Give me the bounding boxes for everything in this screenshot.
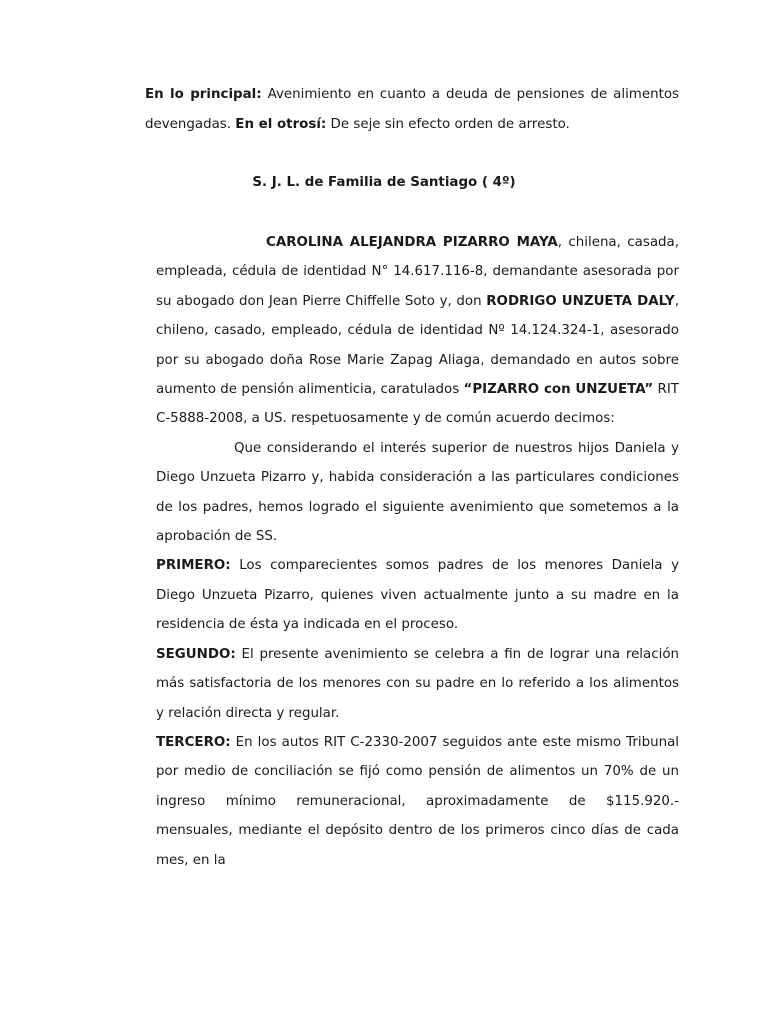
intro-text-1: , chilena, casada, empleada, cédula de identidad N° 14.617.116-8, demandante asesorada por su abogado don Jean Pierre Chiffelle Soto y, don <box>156 235 679 309</box>
clause-tercero <box>156 728 679 875</box>
otrosi-text: De seje sin efecto orden de arresto. <box>326 117 570 132</box>
clause-text: El presente avenimiento se celebra a fin de lograr una relación más satisfactoria de los menores con su padre en lo referido a los alimentos y relación directa y regular. <box>156 646 679 721</box>
clause-label: TERCERO: <box>156 734 231 750</box>
principal-label: En lo principal: <box>145 87 262 102</box>
clause-label: PRIMERO: <box>156 558 231 574</box>
clause-text: En los autos RIT C-2330-2007 seguidos ante este mismo Tribunal por medio de conciliación se fijó como pensión de alimentos un 70% de un ingreso mínimo remuneracional, aproximadamente de $115.920.- mensuales, mediante el depósito dentro de los primeros cinco días de cada mes, en la <box>156 734 679 868</box>
intro-text-3: RIT C-5888-2008, a US. respetuosamente y de común acuerdo decimos: <box>156 382 679 427</box>
intro-text-2: , chileno, casado, empleado, cédula de identidad Nº 14.124.324-1, asesorado por su abogado doña Rose Marie Zapag Aliaga, demandado en autos sobre aumento de pensión alimenticia, caratulados <box>156 293 679 398</box>
case-name: “PIZARRO con UNZUETA” <box>463 382 654 398</box>
considering-paragraph: Que considerando el interés superior de nuestros hijos Daniela y Diego Unzueta Pizarro y, habida consideración a las particulares condiciones de los padres, hemos logrado el siguiente avenimiento que sometemos a la aprobación de SS. <box>156 440 679 545</box>
clause-text: Los comparecientes somos padres de los menores Daniela y Diego Unzueta Pizarro, quienes viven actualmente junto a su madre en la residencia de ésta ya indicada en el proceso. <box>156 558 679 633</box>
otrosi-label: En el otrosí: <box>235 117 327 132</box>
clause-label: SEGUNDO: <box>156 646 236 662</box>
intro-paragraph <box>156 228 679 434</box>
document-body <box>156 228 679 875</box>
court-title: S. J. L. de Familia de Santiago ( 4º) <box>252 175 516 190</box>
document-heading <box>145 80 679 140</box>
plaintiff-name: CAROLINA ALEJANDRA PIZARRO MAYA <box>266 235 558 250</box>
clause-primero <box>156 551 679 639</box>
principal-text: Avenimiento en cuanto a deuda de pensiones de alimentos devengadas. <box>145 87 679 132</box>
defendant-name: RODRIGO UNZUETA DALY <box>486 293 675 309</box>
clause-segundo <box>156 640 679 728</box>
